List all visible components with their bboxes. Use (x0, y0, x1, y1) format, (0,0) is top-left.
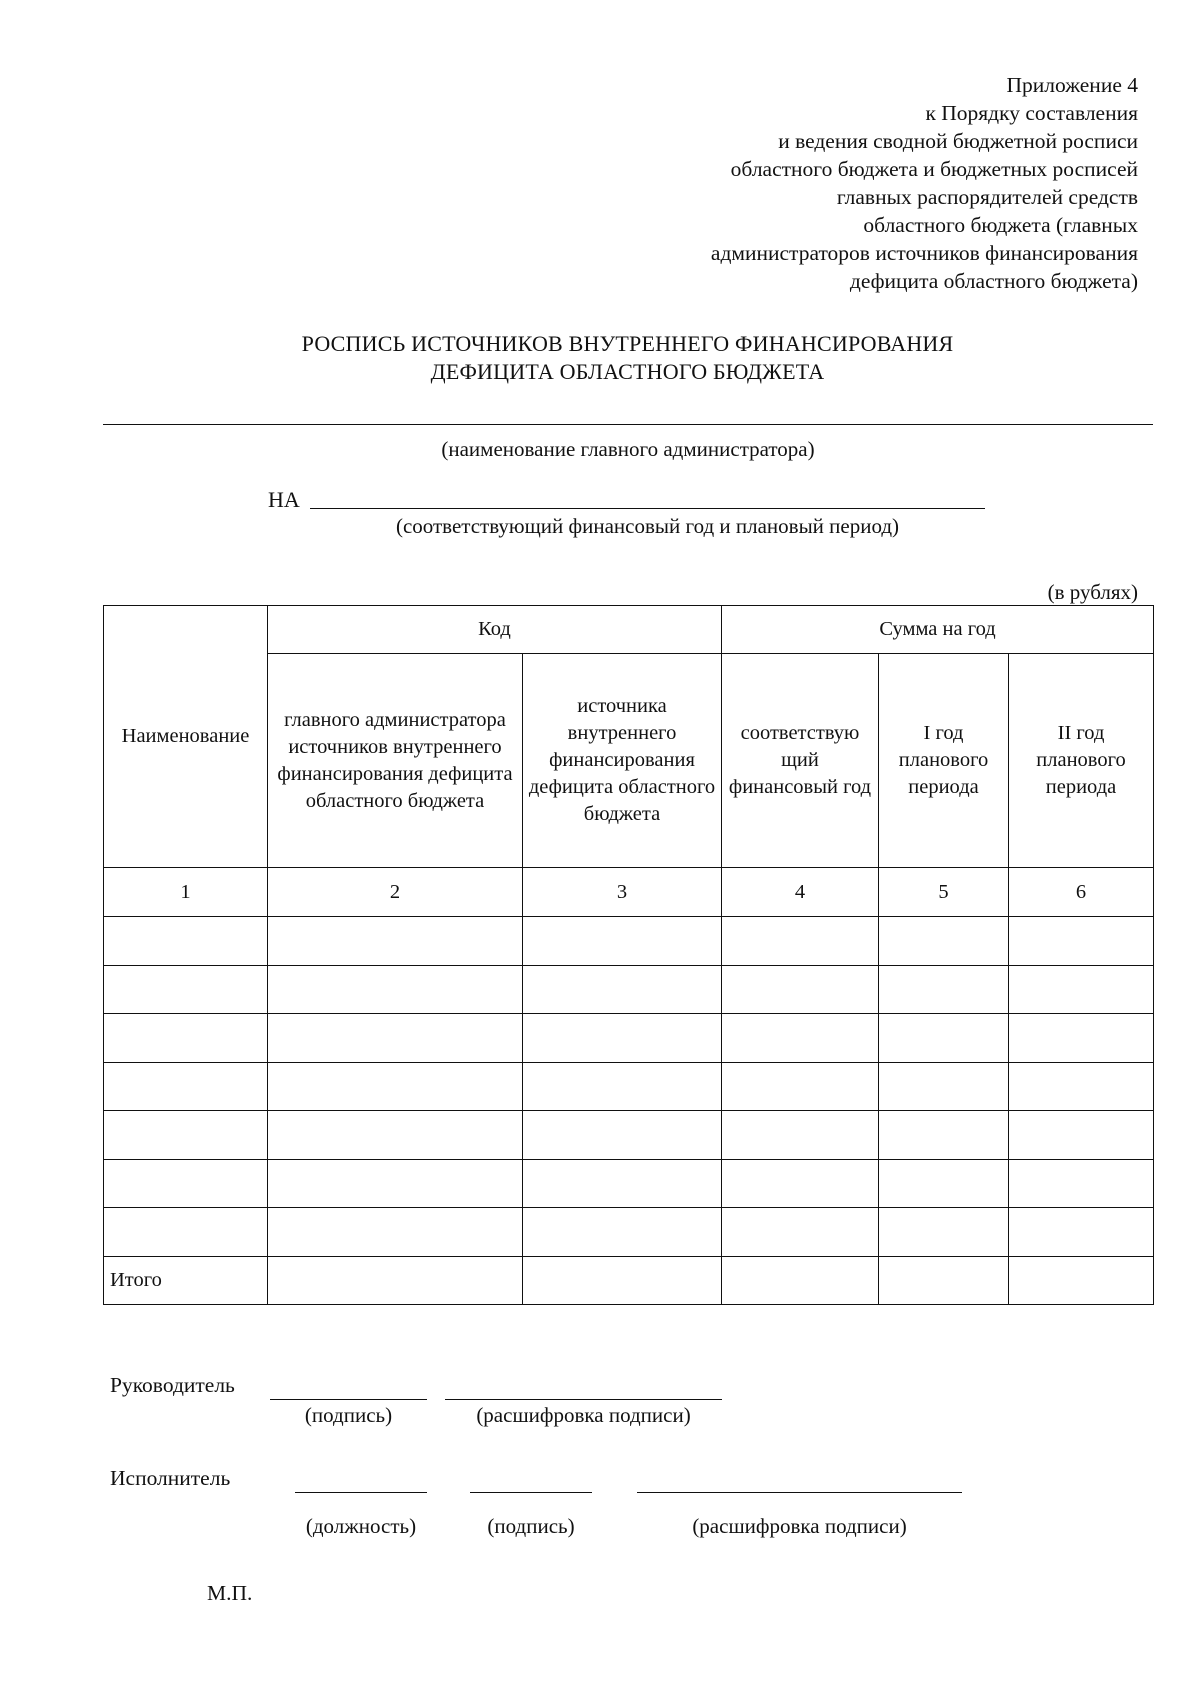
exec-decode-caption: (расшифровка подписи) (692, 1514, 907, 1538)
stamp-label: М.П. (207, 1581, 253, 1605)
appendix-line: дефицита областного бюджета) (849, 269, 1138, 293)
table-cell[interactable] (722, 1062, 879, 1111)
exec-position-caption: (должность) (305, 1514, 417, 1538)
appendix-line: и ведения сводной бюджетной росписи (778, 129, 1138, 153)
column-number-row (104, 868, 1154, 917)
head-sign-caption: (подпись) (304, 1403, 393, 1427)
appendix-line: к Порядку составления (925, 101, 1138, 125)
table-row (104, 917, 1154, 966)
table-cell[interactable] (722, 1256, 879, 1305)
table-cell[interactable] (1009, 1111, 1154, 1160)
table-cell[interactable] (523, 917, 722, 966)
table-cell[interactable] (879, 1014, 1009, 1063)
appendix-header (711, 71, 1138, 295)
table-row (104, 1062, 1154, 1111)
table-cell[interactable] (1009, 1014, 1154, 1063)
table-cell[interactable] (523, 1208, 722, 1257)
table-cell[interactable] (104, 1159, 268, 1208)
header-row-1 (104, 606, 1154, 654)
table-cell[interactable] (722, 1208, 879, 1257)
col-number: 1 (104, 868, 268, 917)
appendix-line: главных распорядителей средств (836, 185, 1138, 209)
table-cell[interactable] (1009, 965, 1154, 1014)
name-header: Наименование (104, 606, 268, 868)
na-label: НА (268, 487, 300, 512)
table-cell[interactable] (722, 1014, 879, 1063)
col-number: 2 (268, 868, 523, 917)
table-cell[interactable] (104, 965, 268, 1014)
table-cell[interactable] (268, 1014, 523, 1063)
table-cell[interactable] (104, 1208, 268, 1257)
table-cell[interactable] (523, 1159, 722, 1208)
table-cell[interactable] (523, 1111, 722, 1160)
table-cell[interactable] (722, 965, 879, 1014)
table-cell[interactable] (523, 965, 722, 1014)
appendix-line: администраторов источников финансирования (710, 241, 1138, 265)
table-cell[interactable] (879, 1111, 1009, 1160)
units-label: (в рублях) (1047, 580, 1138, 604)
table-cell[interactable] (879, 1062, 1009, 1111)
table-cell[interactable] (268, 1208, 523, 1257)
table-cell[interactable] (268, 1256, 523, 1305)
col2-header: главного администратора источников внутреннего финансирования дефицита областного бюджета (268, 654, 523, 868)
table-row (104, 1159, 1154, 1208)
table-cell[interactable] (1009, 1208, 1154, 1257)
head-decode-caption: (расшифровка подписи) (476, 1403, 691, 1427)
table-cell[interactable] (268, 965, 523, 1014)
table-cell[interactable] (879, 965, 1009, 1014)
exec-position-field[interactable] (295, 1492, 427, 1493)
col5-header: I год планового периода (879, 654, 1009, 868)
table-cell[interactable] (722, 1159, 879, 1208)
table-cell[interactable] (523, 1062, 722, 1111)
period-caption: (соответствующий финансовый год и плановый период) (395, 514, 900, 538)
col-number: 4 (722, 868, 879, 917)
table-cell[interactable] (104, 1062, 268, 1111)
col3-header: источника внутреннего финансирования дефицита областного бюджета (523, 654, 722, 868)
head-label: Руководитель (110, 1373, 235, 1397)
table-cell[interactable] (1009, 917, 1154, 966)
col-number: 5 (879, 868, 1009, 917)
table-cell[interactable] (1009, 1159, 1154, 1208)
col4-header: соответствую щий финансовый год (722, 654, 879, 868)
table-cell[interactable] (879, 1256, 1009, 1305)
exec-sign-field[interactable] (470, 1492, 592, 1493)
table-cell[interactable] (879, 917, 1009, 966)
table-row (104, 1111, 1154, 1160)
col-number: 3 (523, 868, 722, 917)
period-field[interactable] (310, 508, 985, 509)
table-cell[interactable] (879, 1159, 1009, 1208)
total-row (104, 1256, 1154, 1305)
col-number: 6 (1009, 868, 1154, 917)
table-cell[interactable] (1009, 1062, 1154, 1111)
table-cell[interactable] (268, 1062, 523, 1111)
table-cell[interactable] (722, 917, 879, 966)
admin-caption: (наименование главного администратора) (441, 437, 815, 461)
table-cell[interactable] (523, 1256, 722, 1305)
table-row (104, 1014, 1154, 1063)
sources-table (103, 605, 1154, 1305)
table-cell[interactable] (104, 1014, 268, 1063)
table-row (104, 1208, 1154, 1257)
appendix-line: Приложение 4 (1006, 73, 1138, 97)
appendix-line: областного бюджета (главных (863, 213, 1138, 237)
admin-name-field[interactable] (103, 424, 1153, 425)
table-cell[interactable] (268, 917, 523, 966)
table-cell[interactable] (879, 1208, 1009, 1257)
table-cell[interactable] (268, 1111, 523, 1160)
table-row (104, 965, 1154, 1014)
table-cell[interactable] (722, 1111, 879, 1160)
table-cell[interactable] (268, 1159, 523, 1208)
executor-label: Исполнитель (110, 1466, 231, 1490)
table-cell[interactable] (523, 1014, 722, 1063)
col6-header: II год планового периода (1009, 654, 1154, 868)
head-decode-field[interactable] (445, 1399, 722, 1400)
sum-header: Сумма на год (722, 606, 1154, 654)
table-cell[interactable] (1009, 1256, 1154, 1305)
table-cell[interactable] (104, 917, 268, 966)
title-line-2: ДЕФИЦИТА ОБЛАСТНОГО БЮДЖЕТА (430, 359, 825, 384)
head-sign-field[interactable] (270, 1399, 427, 1400)
appendix-line: областного бюджета и бюджетных росписей (730, 157, 1138, 181)
code-header: Код (268, 606, 722, 654)
total-label: Итого (104, 1256, 268, 1305)
table-cell[interactable] (104, 1111, 268, 1160)
exec-sign-caption: (подпись) (487, 1514, 575, 1538)
title-line-1: РОСПИСЬ ИСТОЧНИКОВ ВНУТРЕННЕГО ФИНАНСИРОВАНИЯ (301, 331, 954, 356)
document-title (0, 330, 1200, 386)
exec-decode-field[interactable] (637, 1492, 962, 1493)
